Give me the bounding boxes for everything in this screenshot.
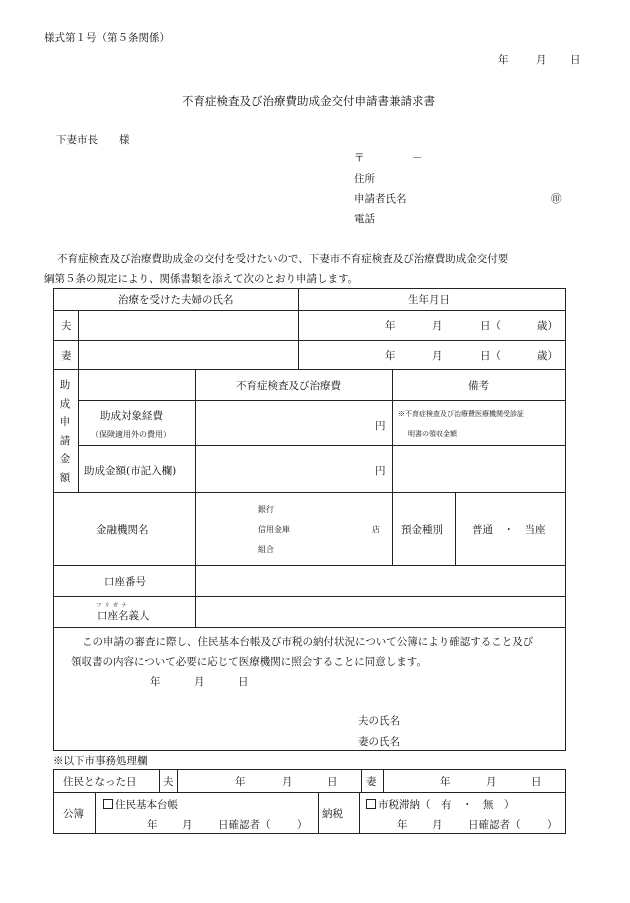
tax-confirm-day: 日確認者（ [468, 819, 521, 831]
residency-date-label: 住民となった日 [63, 776, 137, 788]
bank-type-union: 組合 [258, 545, 274, 554]
residency-wife-day: 日 [531, 776, 542, 788]
tax-confirm-month: 月 [432, 819, 443, 831]
bank-name-label: 金融機関名 [96, 524, 149, 536]
account-holder-kana: フリガナ [96, 603, 130, 609]
grant-amount-city-label: 助成金額(市記入欄) [84, 465, 177, 477]
account-number-label: 口座番号 [104, 576, 146, 588]
postal-dash: － [412, 152, 423, 164]
col-treatment-cost: 不育症検査及び治療費 [236, 380, 341, 392]
grant-amount-yen: 円 [375, 465, 386, 477]
consent-date-year: 年 [150, 676, 161, 688]
applicant-name-label: 申請者氏名 [354, 193, 407, 205]
seal-mark: ㊞ [551, 193, 562, 205]
target-cost-label: 助成対象経費 [100, 410, 163, 422]
phone-label: 電話 [354, 213, 375, 225]
form-number: 様式第１号（第５条関係） [44, 32, 170, 44]
register-confirm-close: ） [297, 819, 308, 831]
residency-wife-month: 月 [486, 776, 497, 788]
husband-birth-year: 年 [385, 320, 396, 332]
register-confirm-month: 月 [182, 819, 193, 831]
bank-type-bank: 銀行 [258, 505, 274, 514]
husband-age: 歳） [537, 320, 558, 332]
residency-wife: 妻 [366, 776, 377, 788]
husband-name-label: 夫の氏名 [358, 715, 400, 727]
grant-amount-label: 助成申請金額 [59, 379, 71, 484]
tax-confirm-close: ） [547, 819, 558, 831]
address-label: 住所 [354, 173, 375, 185]
husband-label: 夫 [61, 320, 72, 332]
consent-date-month: 月 [194, 676, 205, 688]
branch-label: 店 [372, 525, 380, 534]
deposit-type-label: 預金種別 [401, 524, 443, 536]
tax-label: 納税 [322, 808, 343, 820]
wife-birth-month: 月 [432, 350, 443, 362]
residency-husband: 夫 [163, 776, 174, 788]
wife-birth-year: 年 [385, 350, 396, 362]
consent-line1: この申請の審査に際し、住民基本台帳及び市税の納付状況について公簿により確認すること及び [82, 636, 534, 648]
wife-label: 妻 [61, 350, 72, 362]
wife-age: 歳） [537, 350, 558, 362]
form-title: 不育症検査及び治療費助成金交付申請書兼請求書 [182, 94, 435, 108]
register-confirm-year: 年 [147, 819, 158, 831]
office-section-label: ※以下市事務処理欄 [53, 755, 148, 767]
residency-husband-day: 日 [327, 776, 338, 788]
residency-husband-month: 月 [282, 776, 293, 788]
tax-arrears-label: 市税滞納（ 有 ・ 無 ） [378, 799, 515, 811]
deposit-type-options: 普通 ・ 当座 [472, 524, 546, 536]
top-date-day: 日 [570, 54, 581, 66]
consent-line2: 領収書の内容について必要に応じて医療機関に照会することに同意します。 [71, 656, 427, 668]
residency-husband-year: 年 [235, 776, 246, 788]
register-confirm-day: 日確認者（ [218, 819, 271, 831]
tax-confirm-year: 年 [397, 819, 408, 831]
resident-register-label: 住民基本台帳 [115, 799, 178, 811]
top-date-year: 年 [498, 54, 509, 66]
addressee: 下妻市長 様 [56, 134, 130, 146]
header-couple-name: 治療を受けた夫婦の氏名 [118, 294, 234, 306]
husband-birth-month: 月 [432, 320, 443, 332]
postal-mark: 〒 [354, 152, 365, 164]
resident-register-item[interactable] [103, 797, 178, 812]
wife-name-label: 妻の氏名 [358, 736, 400, 748]
target-cost-note: （保険適用外の費用） [91, 430, 171, 439]
header-birthdate: 生年月日 [408, 294, 450, 306]
consent-date-day: 日 [238, 676, 249, 688]
target-cost-yen: 円 [375, 420, 386, 432]
husband-birth-day: 日（ [480, 320, 501, 332]
top-date-month: 月 [536, 54, 547, 66]
wife-birth-day: 日（ [480, 350, 501, 362]
residency-wife-year: 年 [440, 776, 451, 788]
tax-arrears-item[interactable] [366, 797, 515, 812]
tax-arrears-checkbox[interactable] [366, 799, 376, 809]
intro-text-line1: 不育症検査及び治療費助成金の交付を受けたいので、下妻市不育症検査及び治療費助成金交付要 [57, 253, 509, 265]
account-holder-label: 口座名義人 [97, 610, 150, 622]
resident-register-checkbox[interactable] [103, 799, 113, 809]
public-record-label: 公簿 [63, 808, 84, 820]
remarks-note-line1: ※不育症検査及び治療費医療機関受診証 [398, 410, 524, 418]
bank-type-credit: 信用金庫 [258, 525, 290, 534]
intro-text-line2: 綱第５条の規定により、関係書類を添えて次のとおり申請します。 [44, 273, 359, 285]
remarks-note-line2: 明書の領収金額 [408, 430, 457, 438]
col-remarks: 備考 [468, 380, 489, 392]
